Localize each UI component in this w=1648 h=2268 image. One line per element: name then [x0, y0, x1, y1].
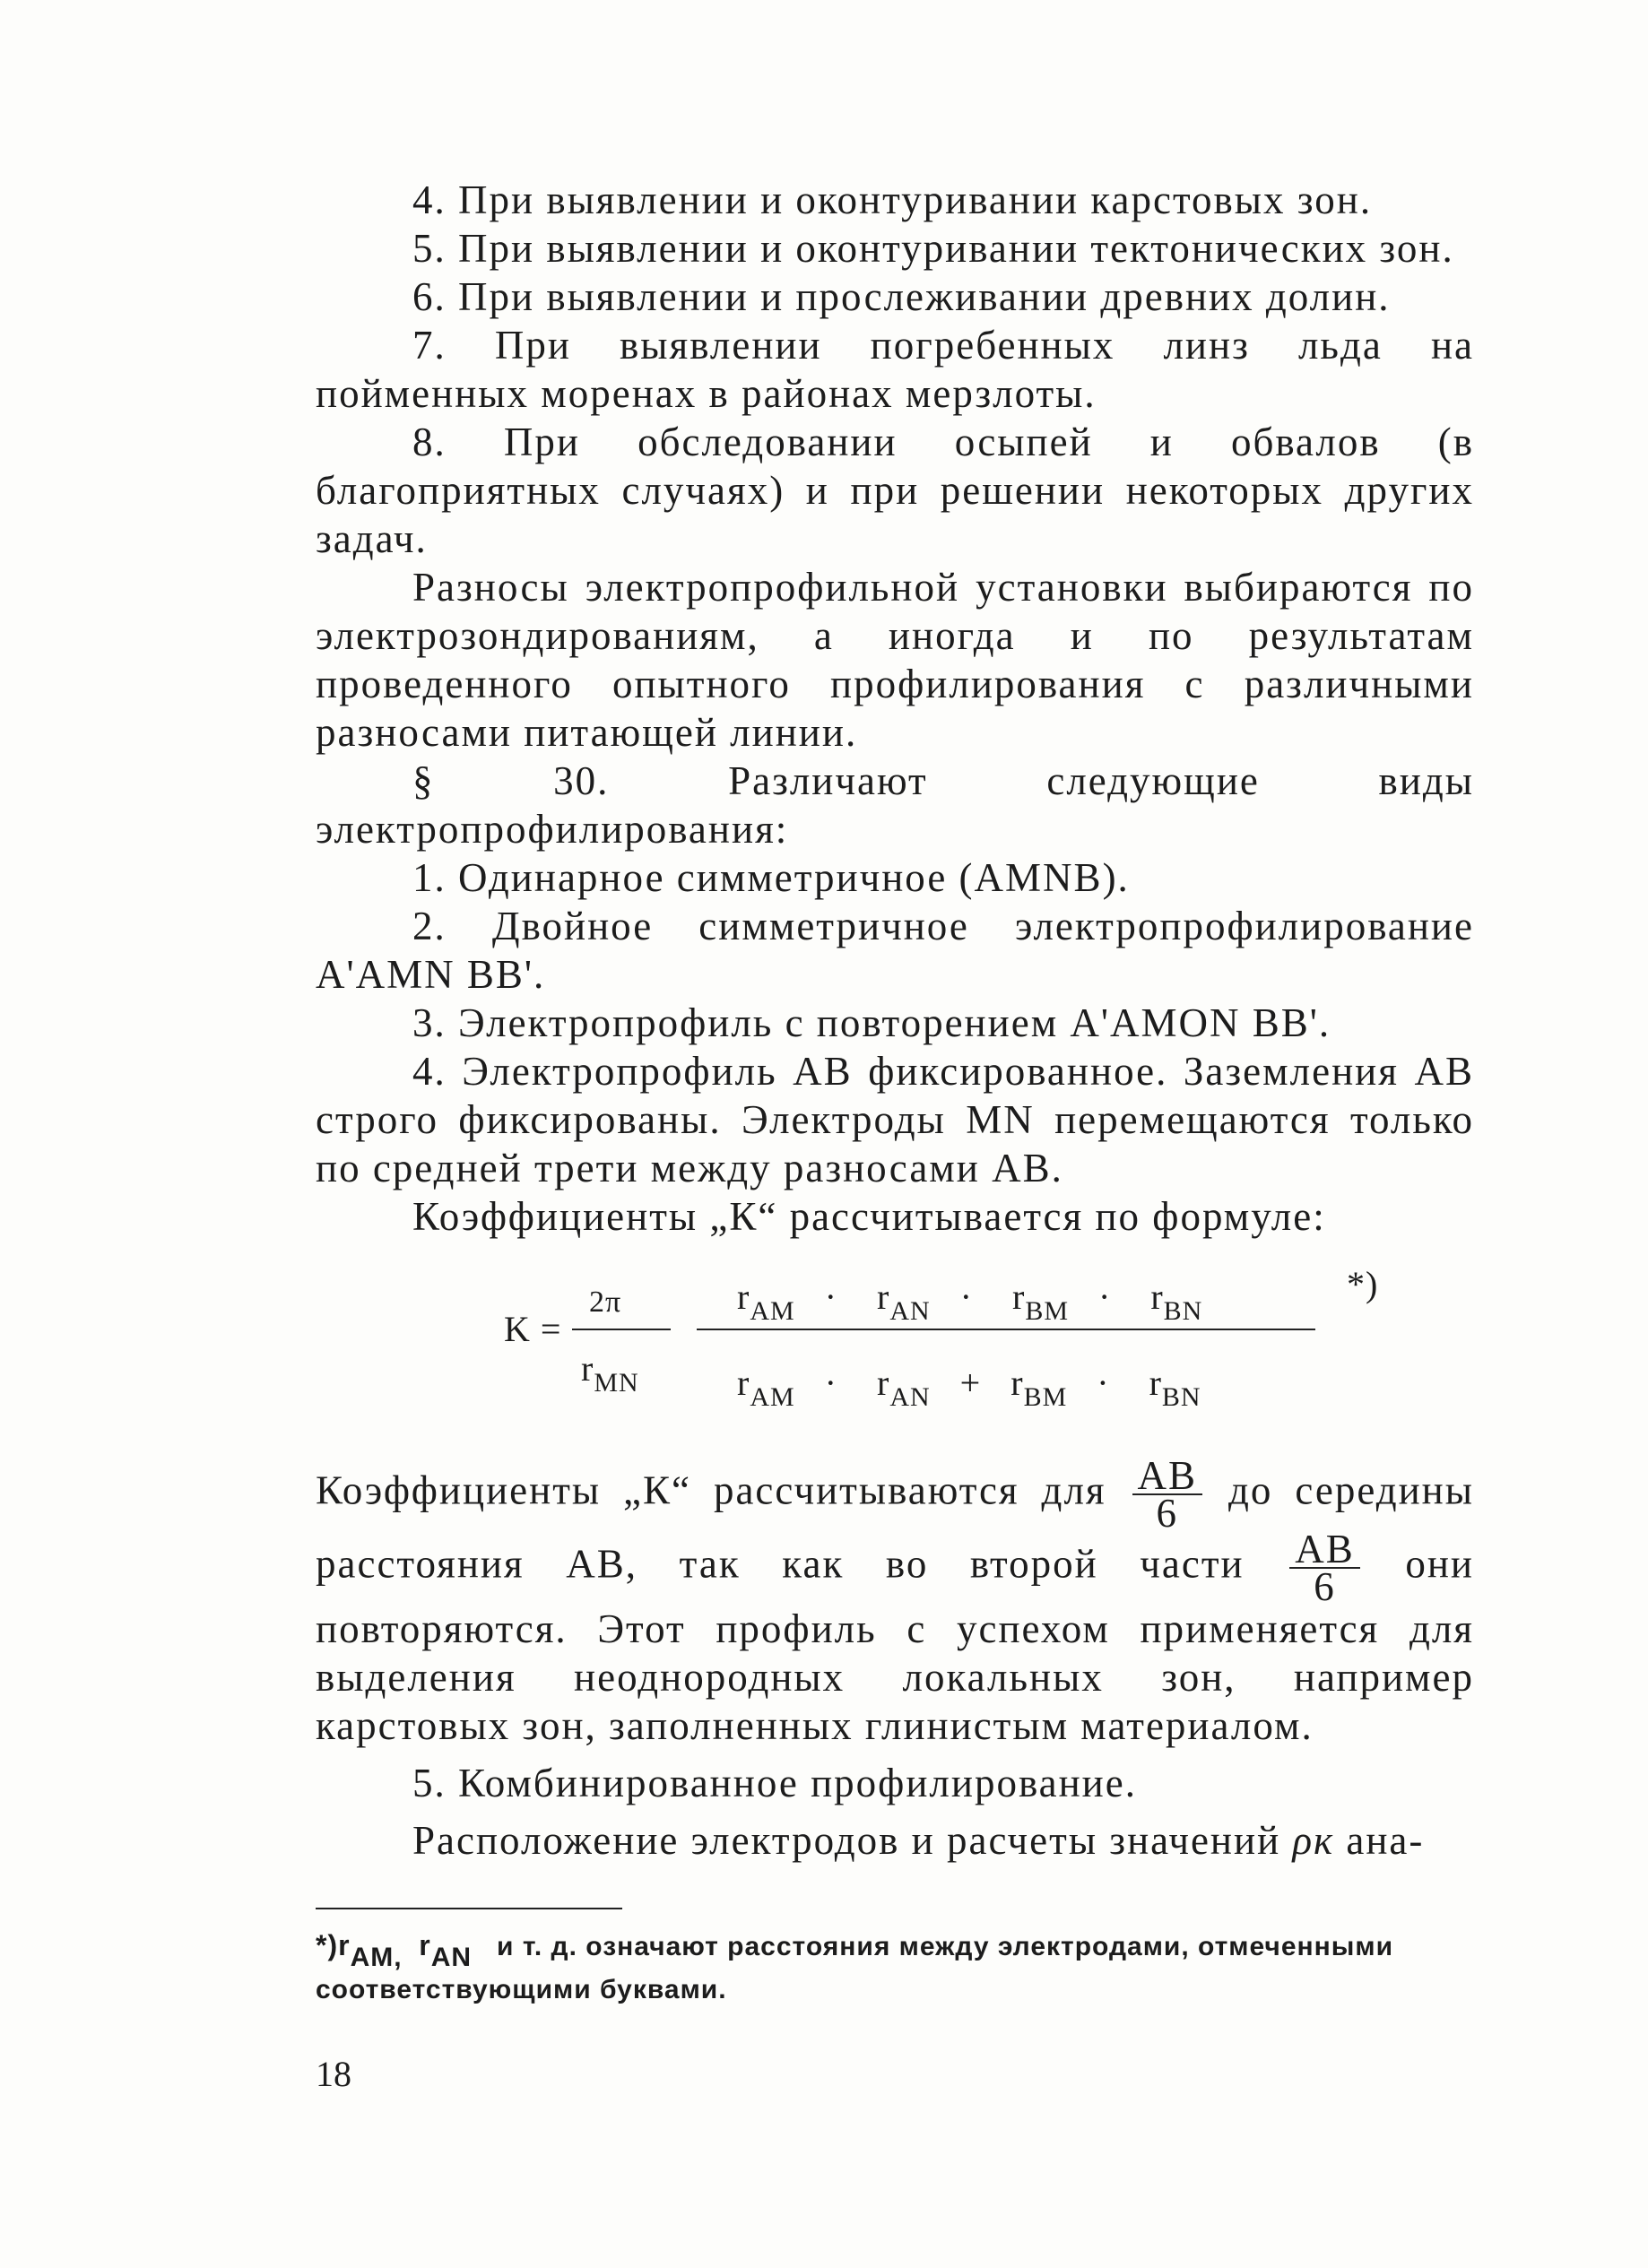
paragraph: 8. При обследовании осыпей и обвалов (в благоприятных случаях) и при решении некоторых других задач.: [316, 420, 1474, 561]
fraction-bar: [697, 1329, 1315, 1330]
formula-numerator: $r_{AM}$ · $r_{AN}$ · $r_{BM}$ · $r_{BN}$: [737, 1277, 1203, 1326]
list-item: 1. Одинарное симметричное (AMNB).: [412, 855, 1130, 900]
paragraph: 7. При выявлении погребенных линз льда на пойменных моренах в районах мерзлоты.: [316, 323, 1474, 416]
paragraph: Коэффициенты „К“ рассчитывается по формуле:: [412, 1194, 1326, 1239]
coefficient-formula: [316, 1260, 1474, 1440]
footnote-divider: [316, 1908, 622, 1909]
list-item: 2. Двойное симметричное электропрофилирование A'AMN BB'.: [316, 904, 1474, 997]
paragraph: 6. При выявлении и прослеживании древних долин.: [412, 274, 1391, 319]
paragraph: 5. При выявлении и оконтуривании тектонических зон.: [412, 226, 1454, 271]
section-heading: § 30. Различают следующие виды электропрофилирования:: [316, 758, 1474, 852]
body-text: [316, 176, 1474, 1865]
paragraph: Разносы электропрофильной установки выбираются по электрозондированиям, а иногда и по результатам проведенного опытного профилирования с различными разносами питающей линии.: [316, 565, 1474, 755]
page-number: 18: [316, 2054, 351, 2094]
fraction-bar: [572, 1329, 671, 1330]
list-item: 5. Комбинированное профилирование.: [412, 1761, 1137, 1805]
footnote: *)rAM, rAN и т. д. означают расстояния между электродами, отмеченными соответствующими буквами.: [316, 1929, 1394, 2004]
paragraph: 4. При выявлении и оконтуривании карстовых зон.: [412, 177, 1373, 222]
list-item: 4. Электропрофиль AB фиксированное. Заземления AB строго фиксированы. Электроды MN перемещаются только по средней трети между разносами AB.: [316, 1049, 1474, 1190]
formula-r-mn: $r_{MN}$: [581, 1348, 639, 1398]
rho-k-symbol: ρк: [1292, 1818, 1335, 1863]
paragraph: Расположение электродов и расчеты значений ρк ана-: [412, 1818, 1425, 1863]
formula-two-pi: 2π: [589, 1285, 622, 1319]
formula-denominator: $r_{AM}$ · $r_{AN}$ + $r_{BM}$ · $r_{BN}$: [737, 1363, 1201, 1412]
ab-over-6-fraction: $\frac{AB}{6}$: [1132, 1458, 1203, 1531]
ab-over-6-fraction: $\frac{AB}{6}$: [1289, 1531, 1360, 1605]
footnote-marker: *): [1347, 1264, 1379, 1304]
formula-lhs: K =: [504, 1309, 562, 1349]
paragraph: Коэффициенты „К“ рассчитываются для $\frac{AB}{6}$ до середины расстояния AB, так как во второй части $\frac{AB}{6}$ они повторяются. Этот профиль с успехом применяется для выделения неоднородных локальных зон, например карстовых зон, заполненных глинистым материалом.: [316, 1453, 1474, 1748]
list-item: 3. Электропрофиль с повторением A'AMON BB'.: [412, 1000, 1331, 1045]
